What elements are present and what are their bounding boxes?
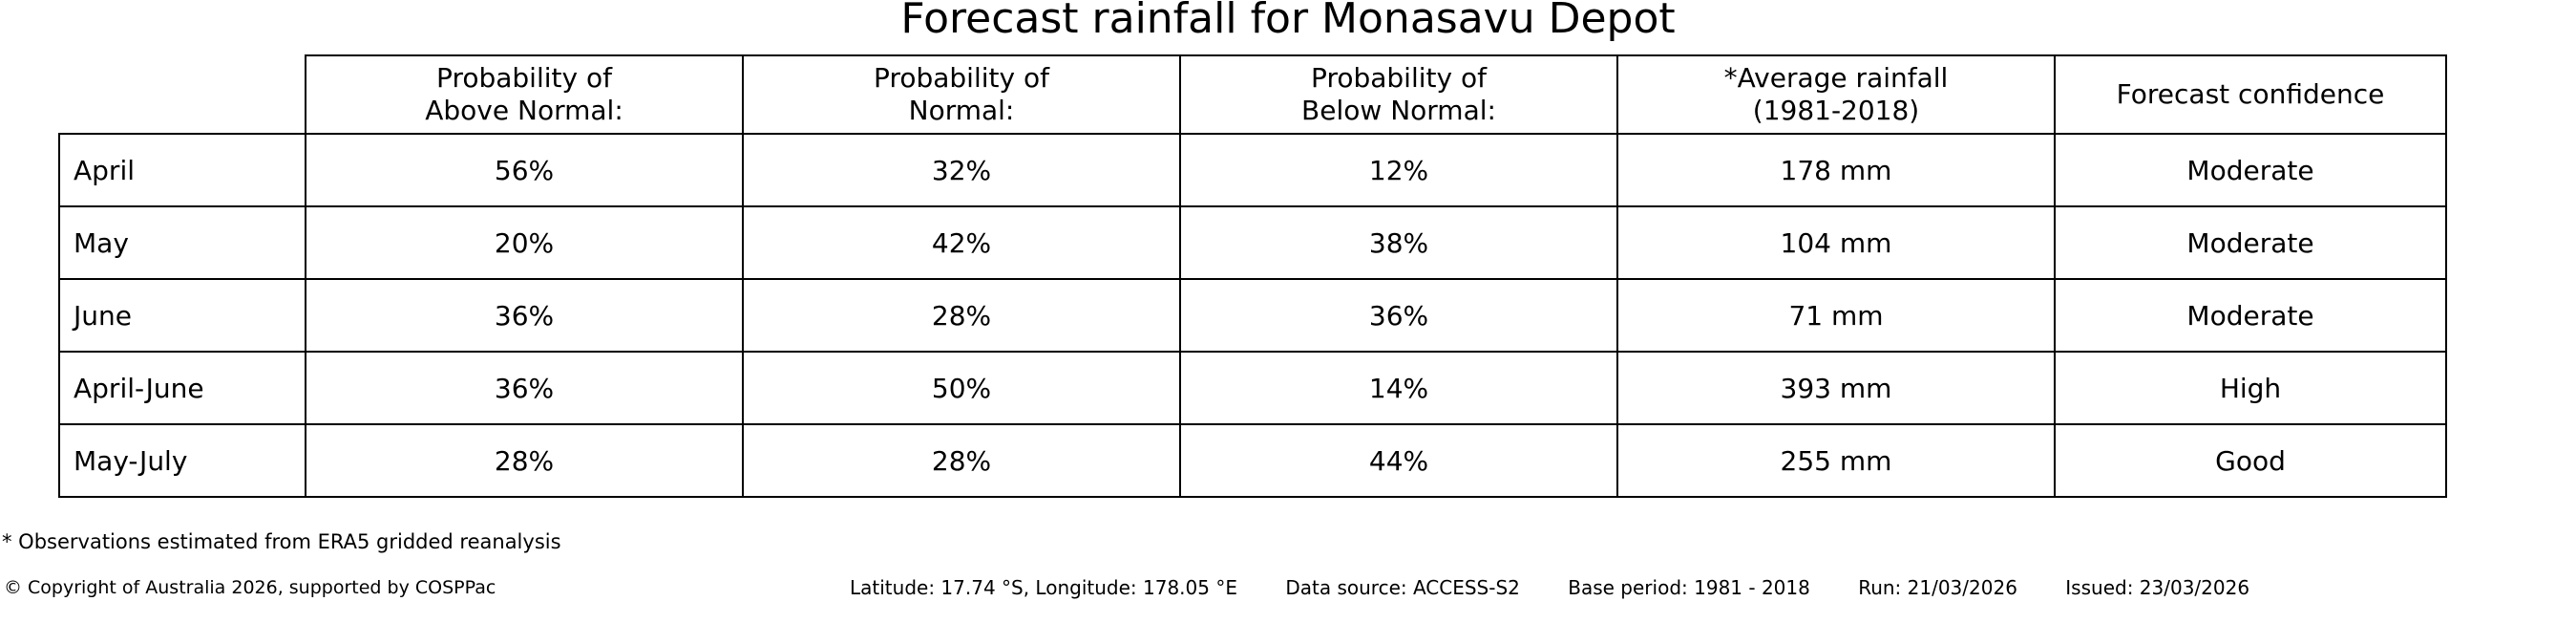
table-header-row xyxy=(59,55,2446,134)
row-normal: 42% xyxy=(743,206,1180,279)
page-title: Forecast rainfall for Monasavu Depot xyxy=(900,0,1676,43)
row-above-normal: 28% xyxy=(306,424,743,497)
column-header-average-rainfall-line1: *Average rainfall xyxy=(1723,62,1949,94)
column-header-normal-line1: Probability of xyxy=(874,62,1049,94)
footer-data-source: Data source: ACCESS-S2 xyxy=(1285,576,1520,599)
row-forecast-confidence: Moderate xyxy=(2055,206,2446,279)
forecast-table xyxy=(58,54,2447,498)
row-average-rainfall: 178 mm xyxy=(1617,134,2055,206)
row-average-rainfall: 393 mm xyxy=(1617,352,2055,424)
table-row xyxy=(59,352,2446,424)
footer-run-date: Run: 21/03/2026 xyxy=(1858,576,2017,599)
footer-issued-date: Issued: 23/03/2026 xyxy=(2065,576,2250,599)
footnote: * Observations estimated from ERA5 gridded reanalysis xyxy=(2,530,561,553)
row-period: June xyxy=(59,279,306,352)
row-forecast-confidence: High xyxy=(2055,352,2446,424)
column-header-above-normal xyxy=(306,55,743,134)
row-above-normal: 20% xyxy=(306,206,743,279)
column-header-below-normal-line1: Probability of xyxy=(1311,62,1487,94)
column-header-normal xyxy=(743,55,1180,134)
row-below-normal: 14% xyxy=(1180,352,1617,424)
column-header-below-normal-line2: Below Normal: xyxy=(1301,95,1496,126)
forecast-table-container xyxy=(58,54,2445,498)
table-row xyxy=(59,424,2446,497)
row-normal: 32% xyxy=(743,134,1180,206)
column-header-average-rainfall xyxy=(1617,55,2055,134)
column-header-below-normal xyxy=(1180,55,1617,134)
row-forecast-confidence: Moderate xyxy=(2055,134,2446,206)
copyright-text: © Copyright of Australia 2026, supported by COSPPac xyxy=(4,577,496,598)
row-period: May-July xyxy=(59,424,306,497)
table-row xyxy=(59,134,2446,206)
row-above-normal: 36% xyxy=(306,279,743,352)
row-forecast-confidence: Good xyxy=(2055,424,2446,497)
row-below-normal: 36% xyxy=(1180,279,1617,352)
column-header-above-normal-line1: Probability of xyxy=(436,62,612,94)
footer-location: Latitude: 17.74 °S, Longitude: 178.05 °E xyxy=(850,576,1237,599)
table-row xyxy=(59,206,2446,279)
row-average-rainfall: 71 mm xyxy=(1617,279,2055,352)
row-period: April-June xyxy=(59,352,306,424)
table-corner-cell xyxy=(59,55,306,134)
column-header-forecast-confidence xyxy=(2055,55,2446,134)
row-below-normal: 38% xyxy=(1180,206,1617,279)
table-row xyxy=(59,279,2446,352)
row-normal: 28% xyxy=(743,424,1180,497)
row-below-normal: 12% xyxy=(1180,134,1617,206)
column-header-above-normal-line2: Above Normal: xyxy=(425,95,623,126)
row-forecast-confidence: Moderate xyxy=(2055,279,2446,352)
row-below-normal: 44% xyxy=(1180,424,1617,497)
table-header xyxy=(59,55,2446,134)
row-period: April xyxy=(59,134,306,206)
row-normal: 28% xyxy=(743,279,1180,352)
table-body xyxy=(59,134,2446,497)
footer-base-period: Base period: 1981 - 2018 xyxy=(1568,576,1810,599)
column-header-normal-line2: Normal: xyxy=(908,95,1015,126)
column-header-average-rainfall-line2: (1981-2018) xyxy=(1752,95,1920,126)
row-average-rainfall: 255 mm xyxy=(1617,424,2055,497)
row-average-rainfall: 104 mm xyxy=(1617,206,2055,279)
row-above-normal: 56% xyxy=(306,134,743,206)
footer-metadata xyxy=(850,575,2249,600)
row-normal: 50% xyxy=(743,352,1180,424)
row-above-normal: 36% xyxy=(306,352,743,424)
column-header-forecast-confidence-line1: Forecast confidence xyxy=(2116,78,2385,110)
row-period: May xyxy=(59,206,306,279)
